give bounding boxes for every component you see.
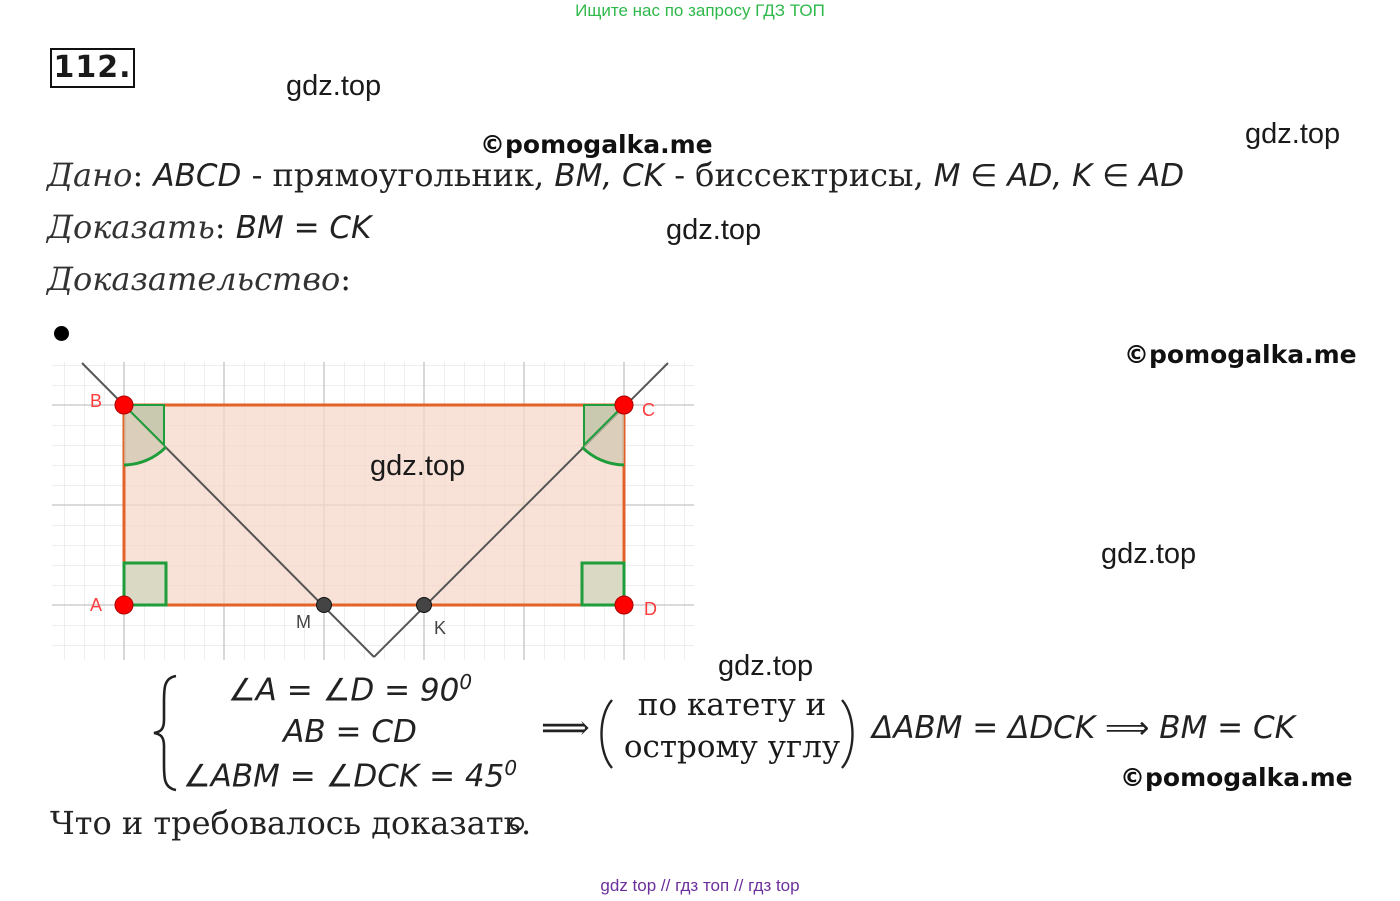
proof-label: Доказательство xyxy=(47,260,341,298)
paren-line-2: острому углу xyxy=(623,729,841,765)
prove-statement: BM = CK xyxy=(235,210,372,246)
watermark-gdz: gdz.top xyxy=(370,450,466,482)
point-k xyxy=(417,598,432,613)
system-row-3: ∠ABM = ∠DCK = $45^0$ xyxy=(182,756,518,795)
proof-line xyxy=(47,260,351,298)
given-bis-text: - биссектрисы, xyxy=(664,156,934,194)
watermark-gdz: gdz.top xyxy=(1245,118,1341,150)
system-row-2: AB = CD xyxy=(283,714,417,750)
label-k: K xyxy=(434,618,447,638)
prove-label: Доказать xyxy=(47,208,215,246)
bullet xyxy=(54,326,69,341)
geometry-figure xyxy=(52,362,694,660)
vertex-a xyxy=(115,596,133,614)
vertex-c xyxy=(615,396,633,414)
implies-arrow: ⟹ xyxy=(541,708,590,748)
label-m: M xyxy=(296,612,311,632)
rectangle-abcd xyxy=(124,405,624,605)
vertex-d xyxy=(615,596,633,614)
header-link[interactable]: Ищите нас по запросу ГДЗ ТОП xyxy=(575,1,825,20)
given-bisectors: BM, CK xyxy=(554,158,665,194)
label-d: D xyxy=(644,599,657,619)
watermark-gdz: gdz.top xyxy=(286,70,382,102)
watermark-pomogalka: ©pomogalka.me xyxy=(1124,340,1357,369)
point-m xyxy=(317,598,332,613)
prove-line xyxy=(47,208,371,246)
vertex-b xyxy=(115,396,133,414)
footer-links[interactable]: gdz top // гдз топ // гдз top xyxy=(600,876,800,895)
given-rect-text: - прямоугольник, xyxy=(241,156,555,194)
colon: : xyxy=(132,156,144,194)
watermark-gdz: gdz.top xyxy=(718,650,814,682)
end-circle xyxy=(510,817,524,831)
conclusion: ΔABM = ΔDCK ⟹ BM = CK xyxy=(872,710,1295,746)
watermark-gdz: gdz.top xyxy=(1101,538,1197,570)
given-label: Дано xyxy=(47,156,133,194)
colon: : xyxy=(214,208,226,246)
problem-number: 112. xyxy=(50,48,135,88)
paren-line-1: по катету и xyxy=(637,687,827,723)
watermark-pomogalka: ©pomogalka.me xyxy=(1120,763,1353,792)
label-a: A xyxy=(90,595,103,615)
given-condition: M ∈ AD, K ∈ AD xyxy=(933,158,1185,194)
system-row-1: ∠A = ∠D = $90^0$ xyxy=(227,670,473,709)
colon: : xyxy=(340,260,352,298)
given-rect: ABCD xyxy=(153,158,242,194)
right-paren xyxy=(838,698,860,770)
watermark-gdz: gdz.top xyxy=(666,214,762,246)
label-b: B xyxy=(90,391,103,411)
qed-text: Что и требовалось доказать. xyxy=(50,804,532,842)
label-c: C xyxy=(642,400,655,420)
watermark-pomogalka: ©pomogalka.me xyxy=(480,130,713,159)
given-line xyxy=(47,156,1184,194)
